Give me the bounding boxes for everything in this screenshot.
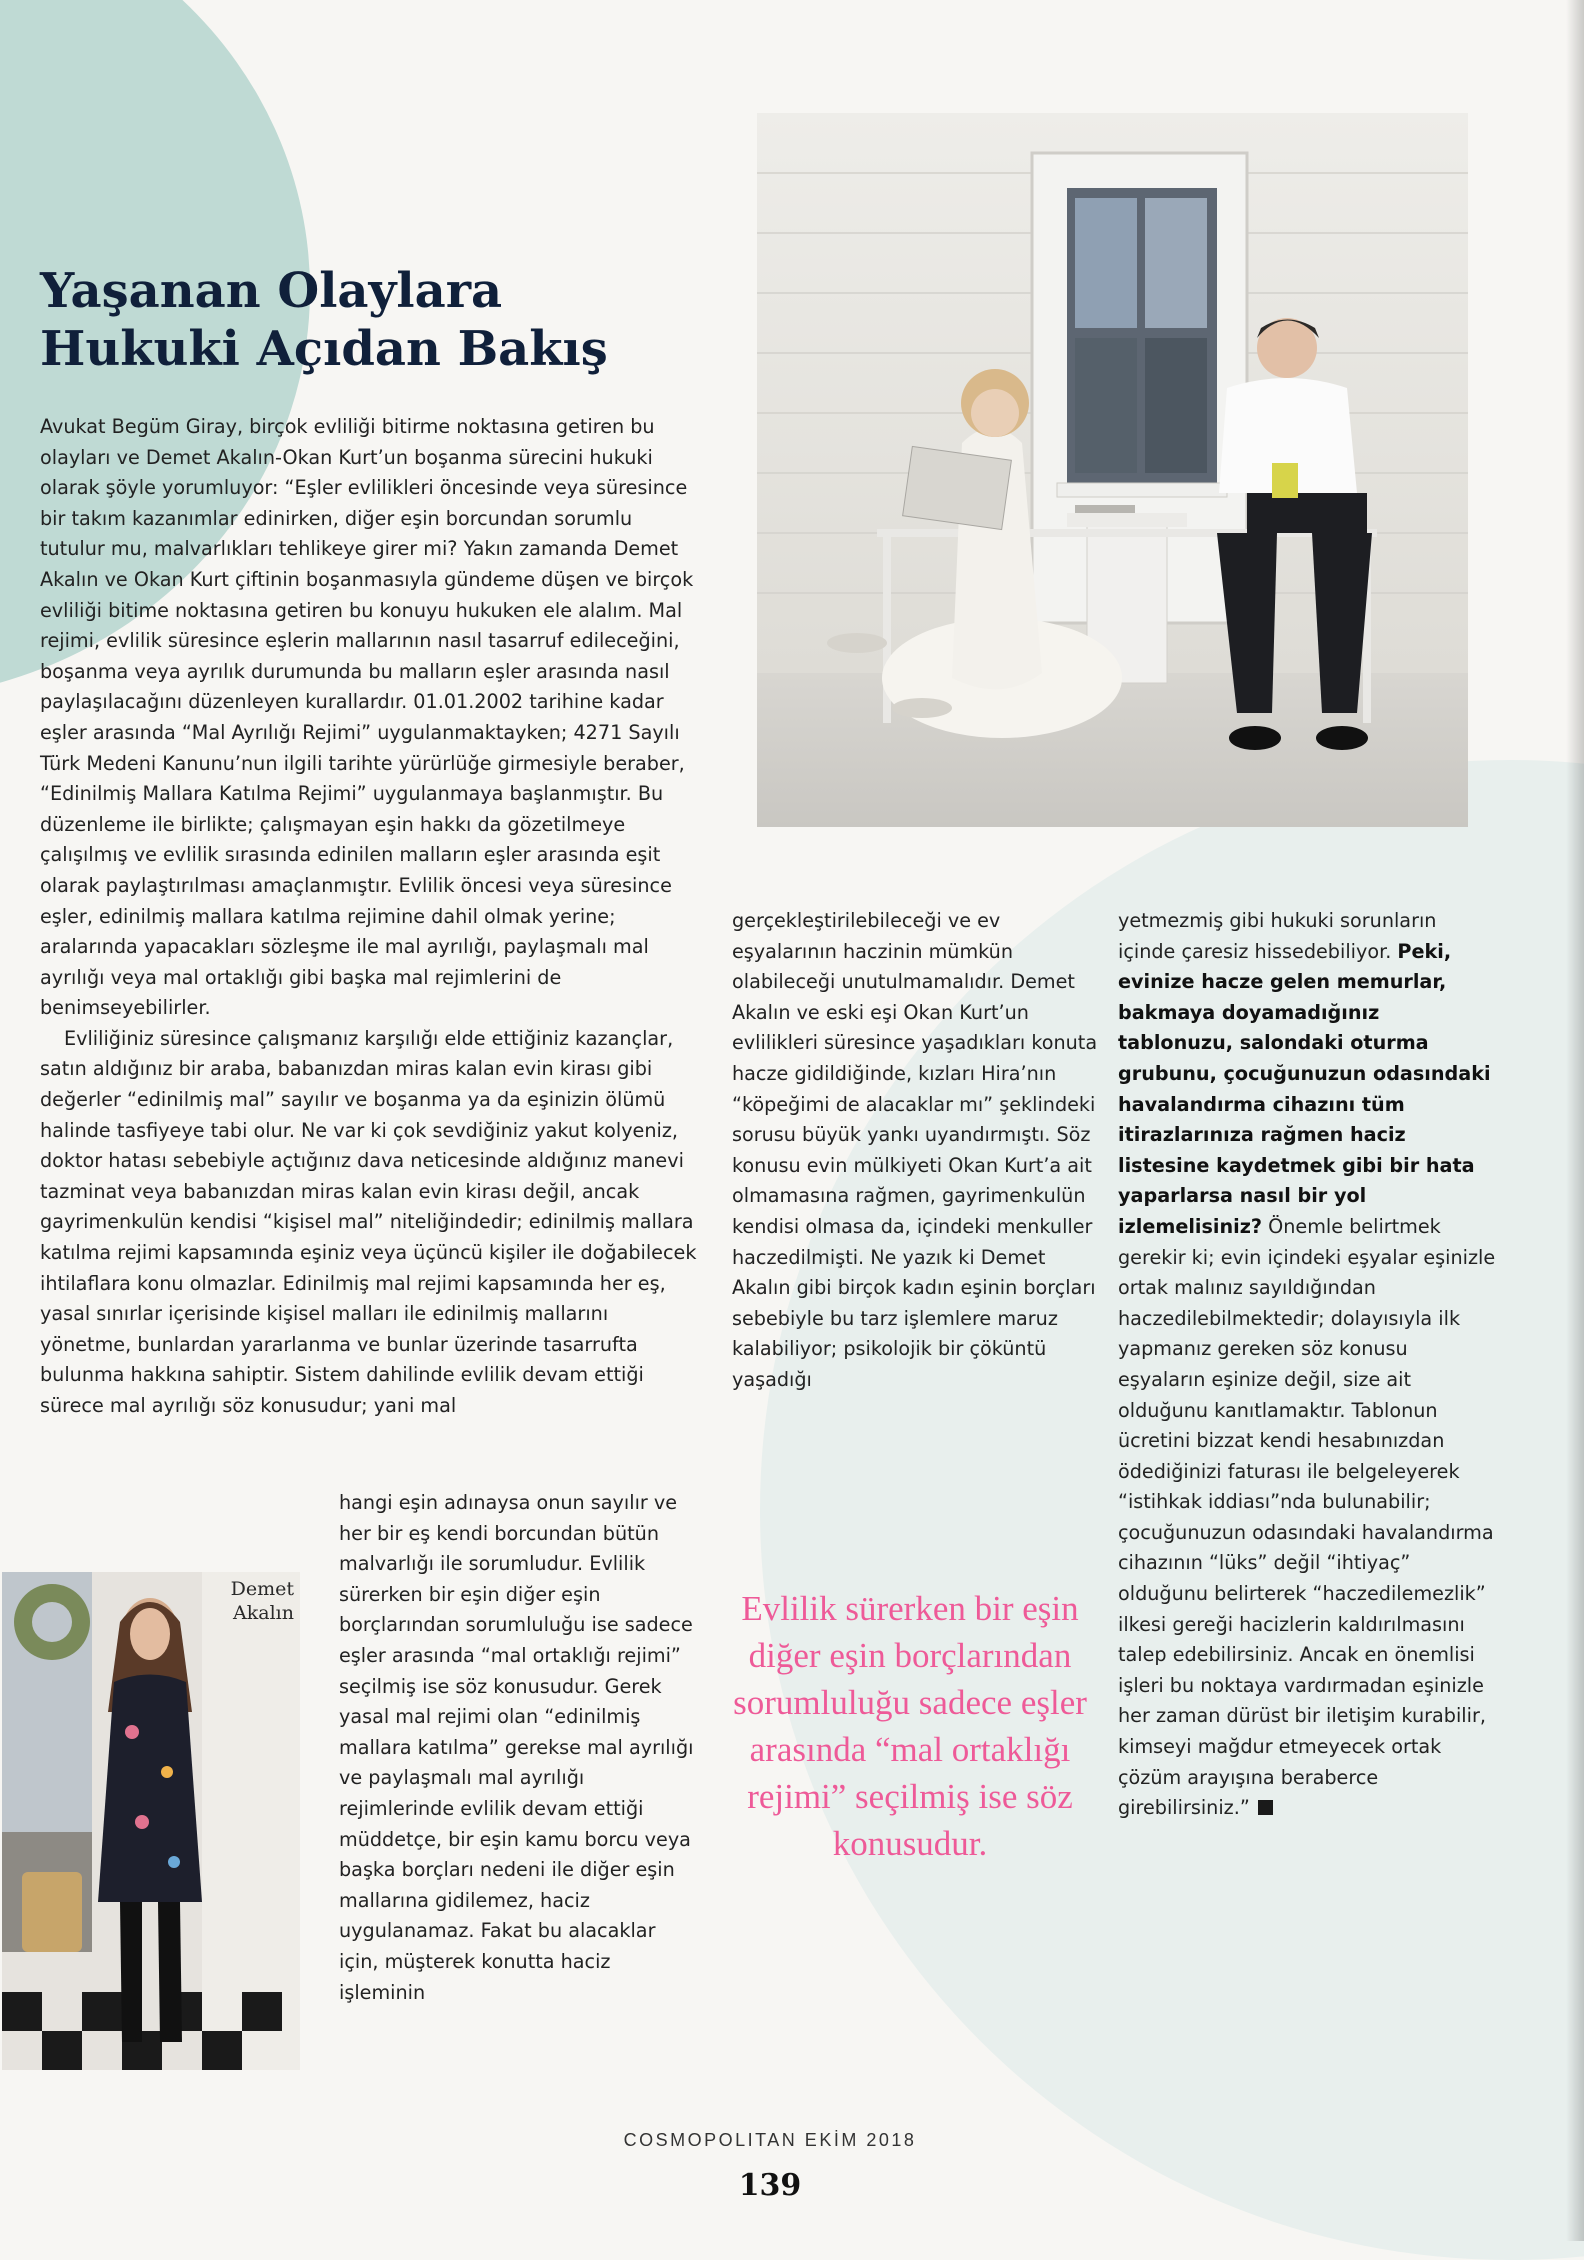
advice-lead-text: yetmezmiş gibi hukuki sorunların içinde çaresiz hissedebiliyor. xyxy=(1118,909,1437,963)
column-1-continued xyxy=(339,1488,701,2008)
paragraph-legal-advice xyxy=(1118,906,1498,1824)
photo-caption-demet-akalin xyxy=(214,1577,294,1625)
column-1-text xyxy=(40,412,700,1422)
column-2-text xyxy=(732,906,1102,1396)
title-line-2: Hukuki Açıdan Bakış xyxy=(40,321,608,377)
title-line-1: Yaşanan Olaylara xyxy=(40,263,503,319)
page-number: 139 xyxy=(738,2168,802,2203)
end-of-article-mark xyxy=(1258,1800,1273,1815)
page-edge-shadow xyxy=(1566,0,1584,2241)
demet-akalin-photo xyxy=(2,1572,300,2070)
advice-bold-question: Peki, evinize hacze gelen memurlar, bakmaya doyamadığınız tablonuzu, salondaki oturma grubunu, çocuğunuzun odasındaki havalandırma cihazını tüm itirazlarınıza rağmen haciz listesine kaydetmek gibi bir hata yaparlarsa nasıl bir yol izlemelisiniz? xyxy=(1118,939,1491,1238)
couple-photo-illustration xyxy=(757,113,1468,827)
demet-akalin-illustration xyxy=(2,1572,300,2070)
paragraph-acquired-property: Evliliğiniz süresince çalışmanız karşılığı elde ettiğiniz kazançlar, satın aldığınız bir araba, babanızdan miras kalan evin kirası gibi değerler “edinilmiş mal” sayılır ve boşanma ya da eşinizin ölümü halinde tasfiyeye tabi olur. Ne var ki çok sevdiğiniz yakut kolyeniz, doktor hatası sebebiyle açtığınız dava neticesinde aldığınız manevi tazminat veya babanızdan miras kalan evin kirası değil, ancak gayrimenkulün kendisi “kişisel mal” niteliğindedir; edinilmiş mallara katılma rejimi kapsamında eşiniz veya üçüncü kişiler ile doğabilecek ihtilaflara konu olmazlar. Edinilmiş mal rejimi kapsamında her eş, yasal sınırlar içerisinde kişisel malları ile edinilmiş mallarını yönetme, bunlardan yararlanma ve bunlar üzerinde tasarrufta bulunma hakkına sahiptir. Sistem dahilinde evlilik devam ettiği sürece mal ayrılığı söz konusudur; yani mal xyxy=(40,1026,697,1417)
caption-line-2: Akalın xyxy=(233,1602,294,1624)
column-3-text xyxy=(1118,906,1498,1824)
paragraph-separate-property: hangi eşin adınaysa onun sayılır ve her bir eş kendi borcundan bütün malvarlığı ile sorumludur. Evlilik sürerken bir eşin diğer eşin borçlarından sorumluluğu ise sadece eşler arasında “mal ortaklığı rejimi” seçilmiş ise söz konusudur. Gerek yasal mal rejimi olan “edinilmiş mallara katılma” gerekse mal ayrılığı ve paylaşmalı mal ayrılığı rejimlerinde evlilik devam ettiği müddetçe, bir eşin kamu borcu veya başka borçları nedeni ile diğer eşin mallarına gidilemez, haciz uygulanamaz. Fakat bu alacaklar için, müşterek konutta haciz işleminin xyxy=(339,1491,694,2004)
paragraph-intro: Avukat Begüm Giray, birçok evliliği bitirme noktasına getiren bu olayları ve Demet Akalın-Okan Kurt’un boşanma sürecini hukuki olarak şöyle yorumluyor: “Eşler evlilikleri öncesinde veya süresince bir takım kazanımlar edinirken, diğer eşin borcundan sorumlu tutulur mu, malvarlıkları tehlikeye girer mi? Yakın zamanda Demet Akalın ve Okan Kurt çiftinin boşanmasıyla gündeme düşen ve birçok evliliği bitime noktasına getiren bu konuyu hukuken ele alalım. Mal rejimi, evlilik süresince eşlerin mallarının nasıl tasarruf edileceğini, boşanma veya ayrılık durumunda bu malların eşler arasında nasıl paylaşılacağını düzenleyen kurallardır. 01.01.2002 tarihine kadar eşler arasında “Mal Ayrılığı Rejimi” uygulanmaktayken; 4271 Sayılı Türk Medeni Kanunu’nun ilgili tarihte yürürlüğe girmesiyle beraber, “Edinilmiş Mallara Katılma Rejimi” uygulanmaya başlanmıştır. Bu düzenleme ile birlikte; çalışmayan eşin hakkı da gözetilmeye çalışılmış ve evlilik sırasında edinilen malların eşler arasında eşit olarak paylaştırılması amaçlanmıştır. Evlilik öncesi veya süresince eşler, edinilmiş mallara katılma rejimine dahil olmak yerine; aralarında yapacakları sözleşme ile mal ayrılığı, paylaşmalı mal ayrılığı veya mal ortaklığı gibi başka mal rejimlerini de benimseyebilirler. xyxy=(40,415,694,1020)
footer-magazine-issue: COSMOPOLITAN EKİM 2018 xyxy=(623,2130,917,2150)
paragraph-seizure-case: gerçekleştirilebileceği ve ev eşyalarının haczinin mümkün olabileceği unutulmamalıdır. Demet Akalın ve eski eşi Okan Kurt’un evlilikleri süresince yaşadıkları konuta hacze gidildiğinde, kızları Hira’nın “köpeğimi de alacaklar mı” şeklindeki sorusu büyük yankı uyandırmıştı. Söz konusu evin mülkiyeti Okan Kurt’a ait olmamasına rağmen, gayrimenkulün kendisi olmasa da, içindeki menkuller haczedilmişti. Ne yazık ki Demet Akalın gibi birçok kadın eşinin borçları sebebiyle bu tarz işlemlere maruz kalabiliyor; psikolojik bir çöküntü yaşadığı xyxy=(732,909,1098,1391)
pull-quote: Evlilik sürerken bir eşin diğer eşin borçlarından sorumluluğu sadece eşler arasında “mal ortaklığı rejimi” seçilmiş ise söz konusudur. xyxy=(733,1589,1087,1863)
advice-rest-text: Önemle belirtmek gerekir ki; evin içindeki eşyalar eşinizle ortak malınız sayıldığından haczedilebilmektedir; dolayısıyla ilk yapmanız gereken söz konusu eşyaların eşinize değil, size ait olduğunu kanıtlamaktır. Tablonun ücretini bizzat kendi hesabınızdan ödediğinizi faturası ile belgeleyerek “istihkak iddiası”nda bulunabilir; çocuğunuzun odasındaki havalandırma cihazının “lüks” değil “ihtiyaç” olduğunu belirterek “haczedilemezlik” ilkesi gereği hacizlerin kaldırılmasını talep edebilirsiniz. Ancak en önemlisi işleri bu noktaya vardırmadan eşinizle her zaman dürüst bir iletişim kurabilir, kimseyi mağdur etmeyecek ortak çözüm arayışına beraberce girebilirsiniz.” xyxy=(1118,1214,1496,1820)
caption-line-1: Demet xyxy=(230,1578,294,1600)
article-title xyxy=(40,262,740,378)
couple-photo xyxy=(757,113,1468,827)
